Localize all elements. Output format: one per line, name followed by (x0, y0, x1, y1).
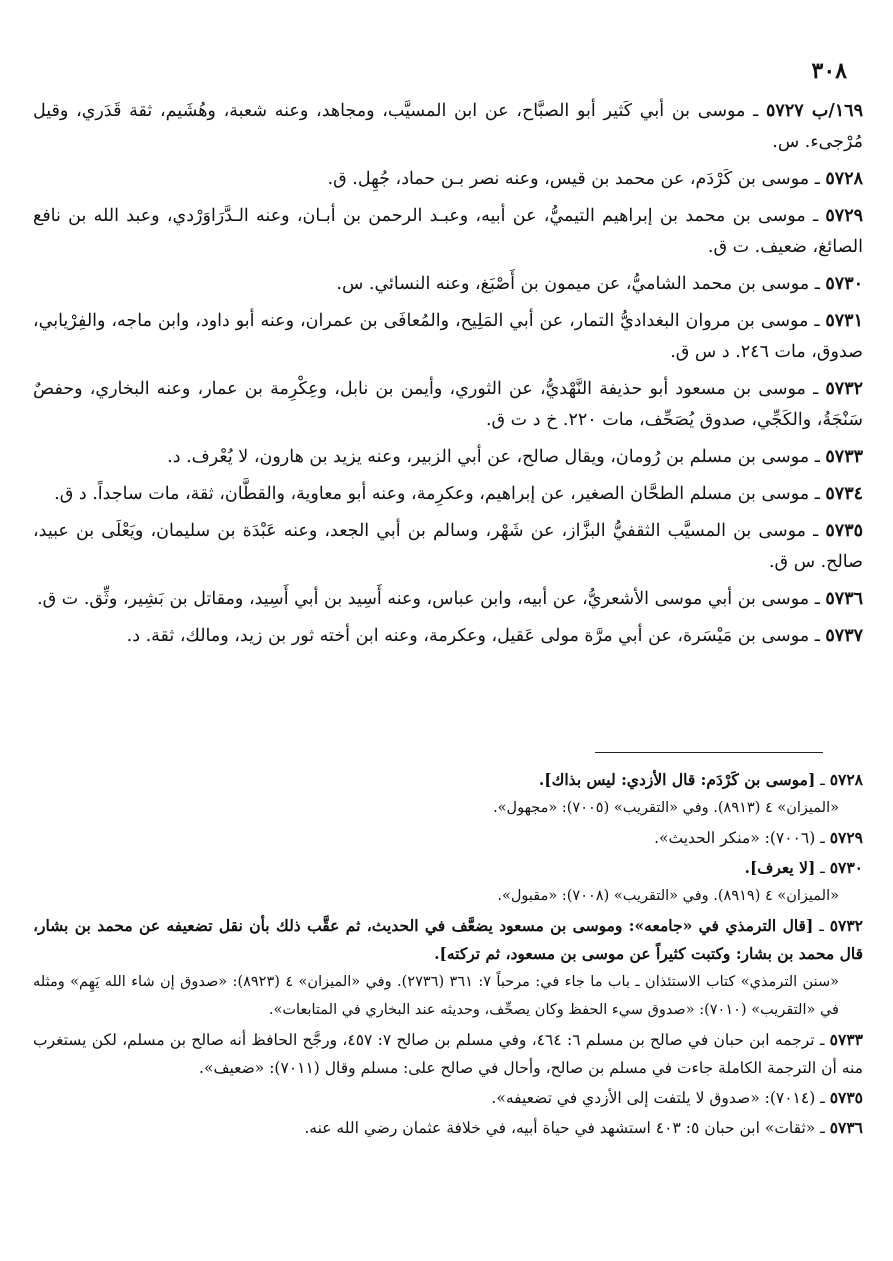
entry-text: موسى بن كَرْدَم، عن محمد بن قيس، وعنه نصر بـن حماد، جُهِل. ق. (327, 169, 810, 189)
footnote: ٥٧٣٦ ـ «ثقات» ابن حبان ٥: ٤٠٣ استشهد في حياة أبيه، في خلافة عثمان رضي الله عنه. (304, 1118, 863, 1137)
entry-text: موسى بن أبي موسى الأشعريُّ، عن أبيه، وابن عباس، وعنه أَسِيد بن أبي أَسِيد، ومقاتل بن بَشِير، وثِّق. ت ق. (37, 589, 810, 609)
entry-text: موسى بن المسيَّب الثقفيُّ البزَّاز، عن شَهْر، وسالم بن أبي الجعد، وعنه عَبْدَة بن سليمان، ويَعْلَى بن عبيد، صالح. س ق. (33, 521, 863, 572)
entry-number: ٥٧٣٧ (825, 626, 863, 646)
entry-number: ٥٧٣٢ (825, 379, 863, 399)
footnote-bold: [لا يعرف]. (744, 858, 816, 877)
entry: ٥٧٢٩ ـ موسى بن محمد بن إبراهيم التيميُّ، عن أبيه، وعبـد الرحمن بن أبـان، وعنه الـدَّرَاوَرْدي، وعبد الله بن نافع الصائغ، ضعيف. ت ق. (33, 206, 863, 257)
footnote-source: «الميزان» ٤ (٨٩١٣). وفي «التقريب» (٧٠٠٥): «مجهول». (493, 800, 839, 816)
entry-number: ٥٧٣٥ (825, 521, 863, 541)
footnote: ٥٧٢٩ ـ (٧٠٠٦): «منكر الحديث». (654, 828, 863, 847)
footnote-text: (٧٠١٤): «صدوق لا يلتفت إلى الأزدي في تضعيفه». (491, 1089, 816, 1107)
footnote-bold: [موسى بن كَرْدَم: قال الأزدي: ليس بذاك]. (538, 770, 816, 789)
footnotes (33, 766, 863, 1144)
footnote: ٥٧٣٣ ـ ترجمه ابن حبان في صالح بن مسلم ٦: ٤٦٤، وفي مسلم بن صالح ٧: ٤٥٧، ورجَّح الحافظ أنه صالح بن مسلم، لكن يستغرب منه أن الترجمة الكاملة جاءت في مسلم بن صالح، وأحال في صالح على: مسلم وقال (٧٠١١): «ضعيف». (33, 1030, 863, 1077)
entry-text: موسى بن محمد بن إبراهيم التيميُّ، عن أبيه، وعبـد الرحمن بن أبـان، وعنه الـدَّرَاوَرْدي، وعبد الله بن نافع الصائغ، ضعيف. ت ق. (33, 206, 863, 257)
entry: ٥٧٣٥ ـ موسى بن المسيَّب الثقفيُّ البزَّاز، عن شَهْر، وسالم بن أبي الجعد، وعنه عَبْدَة بن سليمان، ويَعْلَى بن عبيد، صالح. س ق. (33, 521, 863, 572)
entry-number: ٥٧٣١ (825, 311, 863, 331)
footnote: ٥٧٢٨ ـ [موسى بن كَرْدَم: قال الأزدي: ليس بذاك]. «الميزان» ٤ (٨٩١٣). وفي «التقريب» (٧٠٠٥): «مجهول». (33, 766, 863, 822)
entry: ١٦٩/ب ٥٧٢٧ ـ موسى بن أبي كَثير أبو الصبَّاح، عن ابن المسيَّب، ومجاهد، وعنه شعبة، وهُشَيم، ثقة قَدَري، وقيل مُرْجىء. س. (33, 101, 863, 152)
footnote-number: ٥٧٣٠ (829, 858, 863, 877)
entry-text: موسى بن مروان البغداديُّ التمار، عن أبي المَلِيح، والمُعافَى بن عمران، وعنه أبو داود، وابن ماجه، والفِرْيابي، صدوق، مات ٢٤٦. د س ق. (33, 311, 863, 362)
entry: ٥٧٣١ ـ موسى بن مروان البغداديُّ التمار، عن أبي المَلِيح، والمُعافَى بن عمران، وعنه أبو داود، وابن ماجه، والفِرْيابي، صدوق، مات ٢٤٦. د س ق. (33, 311, 863, 362)
entry-number: ٥٧٣٦ (825, 589, 863, 609)
footnote: ٥٧٣٥ ـ (٧٠١٤): «صدوق لا يلتفت إلى الأزدي في تضعيفه». (491, 1088, 863, 1107)
footnote-text: ترجمه ابن حبان في صالح بن مسلم ٦: ٤٦٤، وفي مسلم بن صالح ٧: ٤٥٧، ورجَّح الحافظ أنه صالح بن مسلم، لكن يستغرب منه أن الترجمة الكاملة جاءت في مسلم بن صالح، وأحال في صالح على: مسلم وقال (٧٠١١): «ضعيف». (33, 1031, 863, 1077)
footnote-number: ٥٧٣٢ (829, 916, 864, 935)
entry: ٥٧٢٨ ـ موسى بن كَرْدَم، عن محمد بن قيس، وعنه نصر بـن حماد، جُهِل. ق. (327, 169, 863, 189)
footnote-source: «سنن الترمذي» كتاب الاستئذان ـ باب ما جاء في: مرحباً ٧: ٣٦١ (٢٧٣٦). وفي «الميزان» ٤ (٨٩٢٣): «صدوق إن شاء الله يَهِم» ومثله في «التقريب» (٧٠١٠): «صدوق سيء الحفظ وكان يصحِّف، وحديثه عند البخاري في المتابعات». (33, 974, 839, 1018)
footnote-text: «ثقات» ابن حبان ٥: ٤٠٣ استشهد في حياة أبيه، في خلافة عثمان رضي الله عنه. (304, 1119, 816, 1137)
entry-number: ٥٧٣٠ (825, 274, 863, 294)
entry-text: موسى بن مَيْسَرة، عن أبي مرَّة مولى عَقيل، وعكرمة، وعنه ابن أخته ثور بن زيد، ومالك، ثقة. د. (126, 626, 810, 646)
footnote-number: ٥٧٣٦ (829, 1118, 863, 1137)
entry-text: موسى بن محمد الشاميُّ، عن ميمون بن أَصْبَغ، وعنه النسائي. س. (336, 274, 810, 294)
entry: ٥٧٣٠ ـ موسى بن محمد الشاميُّ، عن ميمون بن أَصْبَغ، وعنه النسائي. س. (336, 274, 863, 294)
footnote: ٥٧٣٢ ـ [قال الترمذي في «جامعه»: وموسى بن مسعود يضعَّف في الحديث، ثم عقَّب ذلك بأن نقل تضعيفه عن محمد بن بشار، قال محمد بن بشار: وكتبت كثيراً عن موسى بن مسعود، ثم تركته]. «سنن الترمذي» كتاب الاستئذان ـ باب ما جاء في: مرحباً ٧: ٣٦١ (٢٧٣٦). وفي «الميزان» ٤ (٨٩٢٣): «صدوق إن شاء الله يَهِم» ومثله في «التقريب» (٧٠١٠): «صدوق سيء الحفظ وكان يصحِّف، وحديثه عند البخاري في المتابعات». (33, 912, 863, 1024)
entry-text: موسى بن مسعود أبو حذيفة النَّهْديُّ، عن الثوري، وأيمن بن نابل، وعِكْرِمة بن عمار، وعنه البخاري، وحفصٌ سَنْجَةُ، والكَجِّي، صدوق يُصَحِّف، مات ٢٢٠. خ د ت ق. (33, 379, 863, 430)
entry: ٥٧٣٦ ـ موسى بن أبي موسى الأشعريُّ، عن أبيه، وابن عباس، وعنه أَسِيد بن أبي أَسِيد، ومقاتل بن بَشِير، وثِّق. ت ق. (37, 589, 863, 609)
footnote-text: (٧٠٠٦): «منكر الحديث». (654, 829, 816, 847)
entry-number: ٥٧٢٨ (825, 169, 863, 189)
footnote-source: «الميزان» ٤ (٨٩١٩). وفي «التقريب» (٧٠٠٨): «مقبول». (497, 888, 839, 904)
footnote-number: ٥٧٣٣ (829, 1030, 863, 1049)
footnote-number: ٥٧٣٥ (829, 1088, 863, 1107)
entry: ٥٧٣٤ ـ موسى بن مسلم الطحَّان الصغير، عن إبراهيم، وعكرِمة، وعنه أبو معاوية، والقطَّان، ثقة، مات ساجداً. د ق. (54, 484, 863, 504)
footnote-number: ٥٧٢٩ (829, 828, 863, 847)
footnote: ٥٧٣٠ ـ [لا يعرف]. «الميزان» ٤ (٨٩١٩). وفي «التقريب» (٧٠٠٨): «مقبول». (33, 854, 863, 910)
biography-entries (33, 96, 863, 658)
entry-number: ١٦٩/ب ٥٧٢٧ (766, 101, 863, 121)
entry-number: ٥٧٢٩ (825, 206, 863, 226)
entry: ٥٧٣٢ ـ موسى بن مسعود أبو حذيفة النَّهْديُّ، عن الثوري، وأيمن بن نابل، وعِكْرِمة بن عمار، وعنه البخاري، وحفصٌ سَنْجَةُ، والكَجِّي، صدوق يُصَحِّف، مات ٢٢٠. خ د ت ق. (33, 379, 863, 430)
entry: ٥٧٣٣ ـ موسى بن مسلم بن رُومان، ويقال صالح، عن أبي الزبير، وعنه يزيد بن هارون، لا يُعْرف. د. (167, 447, 863, 467)
entry-number: ٥٧٣٣ (825, 447, 863, 467)
page-number: ٣٠٨ (811, 58, 847, 84)
footnote-bold: [قال الترمذي في «جامعه»: وموسى بن مسعود يضعَّف في الحديث، ثم عقَّب ذلك بأن نقل تضعيفه عن محمد بن بشار، قال محمد بن بشار: وكتبت كثيراً عن موسى بن مسعود، ثم تركته]. (33, 916, 863, 963)
entry-text: موسى بن مسلم بن رُومان، ويقال صالح، عن أبي الزبير، وعنه يزيد بن هارون، لا يُعْرف. د. (167, 447, 810, 467)
footnote-number: ٥٧٢٨ (829, 770, 863, 789)
footnote-divider (595, 752, 823, 753)
entry-text: موسى بن أبي كَثير أبو الصبَّاح، عن ابن المسيَّب، ومجاهد، وعنه شعبة، وهُشَيم، ثقة قَدَري، وقيل مُرْجىء. س. (33, 101, 863, 152)
entry-number: ٥٧٣٤ (825, 484, 863, 504)
entry: ٥٧٣٧ ـ موسى بن مَيْسَرة، عن أبي مرَّة مولى عَقيل، وعكرمة، وعنه ابن أخته ثور بن زيد، ومالك، ثقة. د. (126, 626, 863, 646)
entry-text: موسى بن مسلم الطحَّان الصغير، عن إبراهيم، وعكرِمة، وعنه أبو معاوية، والقطَّان، ثقة، مات ساجداً. د ق. (54, 484, 810, 504)
